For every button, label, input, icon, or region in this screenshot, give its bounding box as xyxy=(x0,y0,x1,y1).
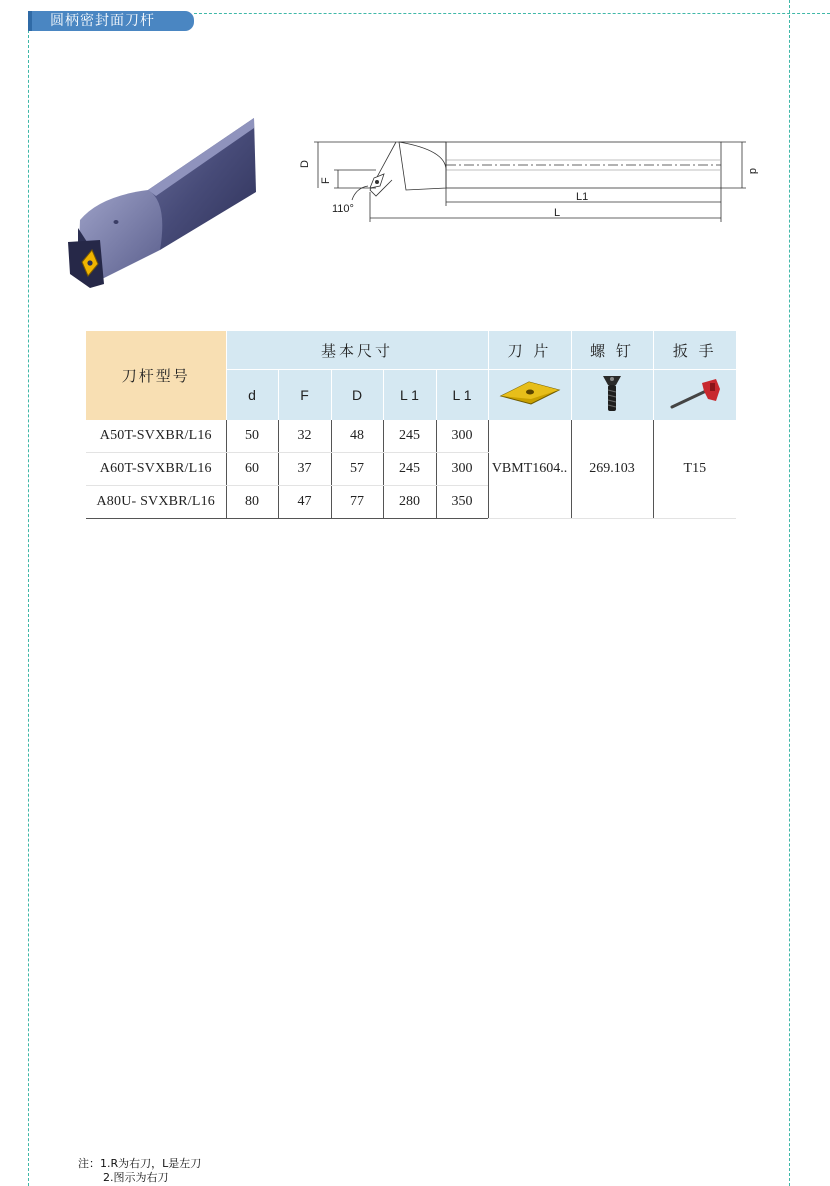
wrench-image-cell xyxy=(653,370,736,421)
row-0-model: A50T-SVXBR/L16 xyxy=(86,420,226,453)
spec-table xyxy=(86,331,736,519)
row-0-F: 32 xyxy=(278,420,331,453)
footnote-2: 2.图示为右刀 xyxy=(103,1171,169,1184)
row-2-model: A80U- SVXBR/L16 xyxy=(86,486,226,519)
header-insert: 刀 片 xyxy=(488,331,571,370)
subheader-L1b: L 1 xyxy=(436,370,488,421)
row-1-model: A60T-SVXBR/L16 xyxy=(86,453,226,486)
row-1-L1a: 245 xyxy=(383,453,436,486)
angle-label: 110° xyxy=(332,203,354,215)
header-wrench: 扳 手 xyxy=(653,331,736,370)
wrench-code: T15 xyxy=(653,420,736,519)
row-1-d: 60 xyxy=(226,453,278,486)
row-2-F: 47 xyxy=(278,486,331,519)
row-2-D: 77 xyxy=(331,486,383,519)
dim-d-label: d xyxy=(747,168,759,175)
insert-image-cell xyxy=(488,370,571,421)
wrench-icon xyxy=(668,375,722,411)
subheader-L1a: L 1 xyxy=(383,370,436,421)
screw-code: 269.103 xyxy=(571,420,653,519)
row-2-d: 80 xyxy=(226,486,278,519)
row-1-F: 37 xyxy=(278,453,331,486)
row-1-L1b: 300 xyxy=(436,453,488,486)
row-0-L1a: 245 xyxy=(383,420,436,453)
dimension-drawing xyxy=(296,130,759,230)
header-dimensions: 基本尺寸 xyxy=(226,331,488,370)
insert-code: VBMT1604.. xyxy=(488,420,571,519)
subheader-F: F xyxy=(278,370,331,421)
dim-L-label: L xyxy=(554,207,561,219)
row-1-D: 57 xyxy=(331,453,383,486)
subheader-D: D xyxy=(331,370,383,421)
footnotes xyxy=(78,1157,201,1185)
screw-image-cell xyxy=(571,370,653,421)
dim-D-label: D xyxy=(299,160,311,168)
page-title: 圆柄密封面刀杆 xyxy=(28,11,194,31)
right-dashed-guide xyxy=(789,0,790,1186)
header-model: 刀杆型号 xyxy=(86,331,226,420)
row-0-L1b: 300 xyxy=(436,420,488,453)
footnote-1: 注：1.R为右刀，L是左刀 xyxy=(78,1157,202,1170)
dim-F-label: F xyxy=(320,177,332,184)
tool-holder-photo xyxy=(60,112,260,300)
top-dashed-guide xyxy=(194,13,830,14)
dim-L1-label: L1 xyxy=(576,191,589,203)
insert-icon xyxy=(499,379,561,407)
row-0-d: 50 xyxy=(226,420,278,453)
row-2-L1b: 350 xyxy=(436,486,488,519)
row-2-L1a: 280 xyxy=(383,486,436,519)
subheader-d: d xyxy=(226,370,278,421)
screw-icon xyxy=(601,373,623,413)
row-0-D: 48 xyxy=(331,420,383,453)
header-screw: 螺 钉 xyxy=(571,331,653,370)
left-dashed-guide xyxy=(28,30,29,1186)
